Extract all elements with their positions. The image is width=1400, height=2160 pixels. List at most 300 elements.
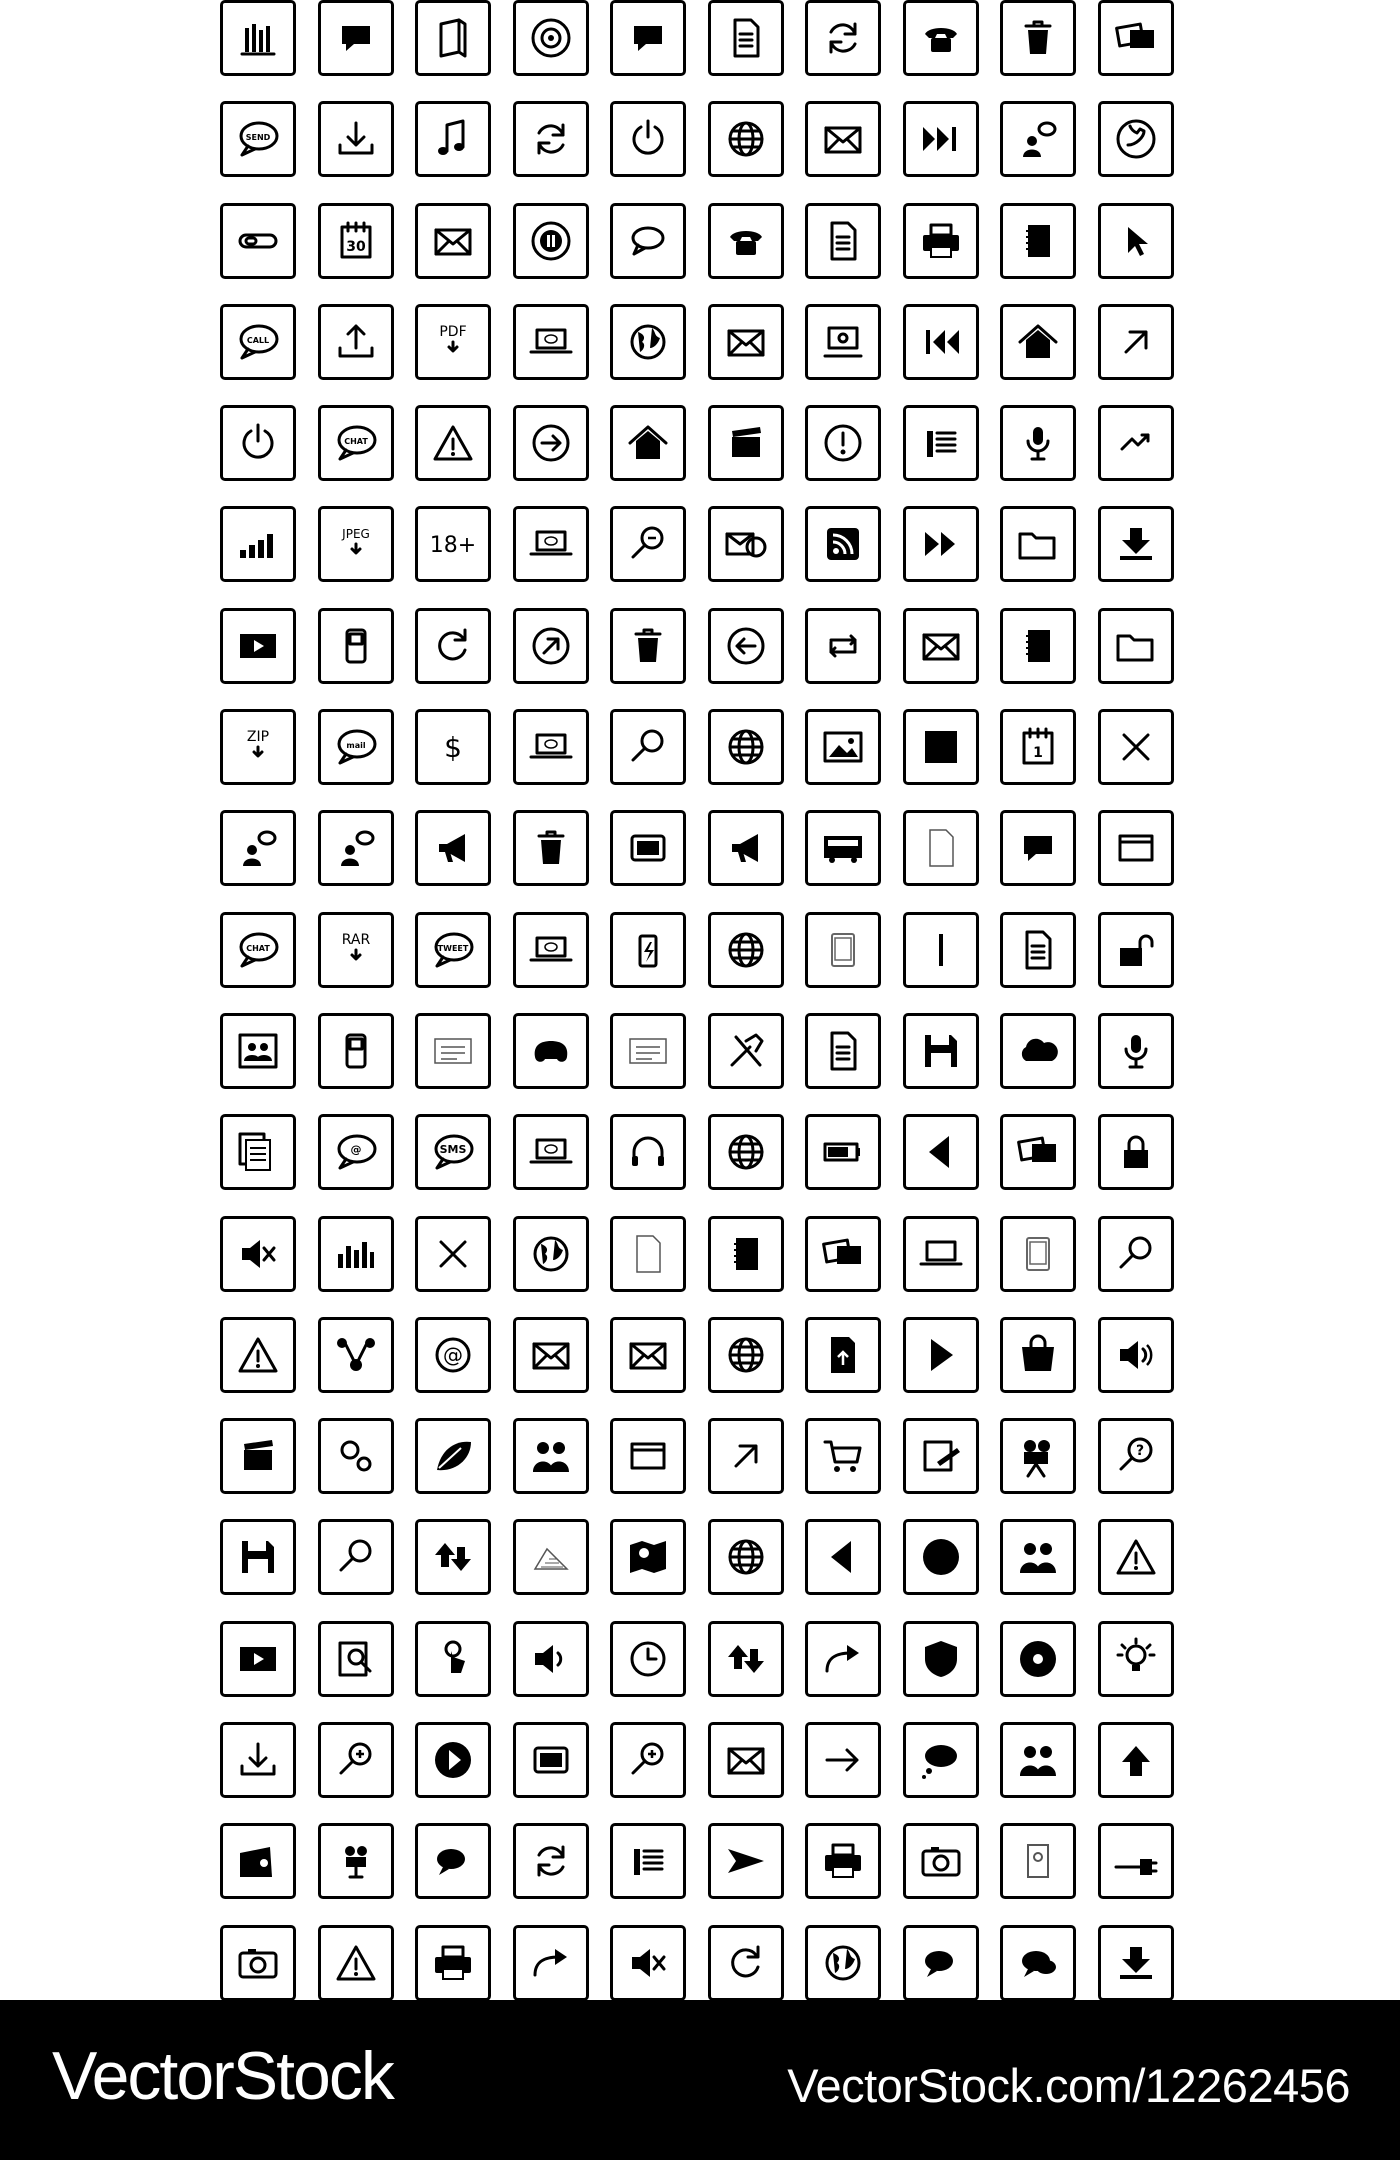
icon-tile[interactable]	[708, 203, 784, 279]
magnifier-minus-icon	[624, 520, 672, 568]
icon-tile[interactable]	[415, 709, 491, 785]
icon-tile[interactable]	[318, 1823, 394, 1899]
icon-tile[interactable]	[1000, 101, 1076, 177]
icon-tile[interactable]	[415, 506, 491, 582]
reload-icon	[722, 1939, 770, 1987]
icon-tile[interactable]	[513, 405, 589, 481]
pdf-download-icon	[429, 318, 477, 366]
icon-tile[interactable]	[220, 405, 296, 481]
icon-tile[interactable]	[610, 1317, 686, 1393]
cursor-icon	[1112, 217, 1160, 265]
icon-tile[interactable]	[708, 1013, 784, 1089]
icon-tile[interactable]	[318, 1013, 394, 1089]
icon-tile[interactable]	[318, 1621, 394, 1697]
icon-tile[interactable]	[220, 1317, 296, 1393]
warning-icon	[1112, 1533, 1160, 1581]
svg-text:mail: mail	[345, 741, 366, 751]
help-search-icon	[1112, 1432, 1160, 1480]
unlock-icon	[1112, 926, 1160, 974]
icon-tile[interactable]	[1098, 304, 1174, 380]
icon-tile[interactable]	[708, 912, 784, 988]
icon-tile[interactable]	[1000, 1317, 1076, 1393]
icon-tile[interactable]	[415, 1722, 491, 1798]
icon-tile[interactable]	[708, 1823, 784, 1899]
card-icon	[624, 1027, 672, 1075]
icon-tile[interactable]	[220, 1925, 296, 2001]
envelope-open-icon	[429, 217, 477, 265]
floppy-icon	[917, 1027, 965, 1075]
icon-tile[interactable]	[1098, 203, 1174, 279]
document-icon	[819, 217, 867, 265]
icon-tile[interactable]	[513, 1823, 589, 1899]
icon-tile[interactable]	[610, 1216, 686, 1292]
icon-tile[interactable]	[220, 810, 296, 886]
icon-tile[interactable]	[805, 101, 881, 177]
icon-tile[interactable]	[903, 203, 979, 279]
blank-document-icon	[917, 824, 965, 872]
icon-tile[interactable]	[610, 203, 686, 279]
icon-tile[interactable]	[805, 1722, 881, 1798]
thought-bubble-icon	[917, 1736, 965, 1784]
icon-tile[interactable]	[708, 1925, 784, 2001]
phone-round-icon	[1112, 115, 1160, 163]
icon-tile[interactable]	[610, 1114, 686, 1190]
icon-tile[interactable]	[610, 1823, 686, 1899]
icon-tile[interactable]	[513, 1925, 589, 2001]
icon-tile[interactable]	[318, 709, 394, 785]
icon-tile[interactable]	[805, 1621, 881, 1697]
icon-tile[interactable]	[415, 1114, 491, 1190]
icon-tile[interactable]	[220, 1621, 296, 1697]
mail-bubble-icon	[332, 723, 380, 771]
book-icon	[429, 14, 477, 62]
equalizer-icon	[332, 1230, 380, 1278]
photos-icon	[1112, 14, 1160, 62]
icon-tile[interactable]	[903, 608, 979, 684]
download-arrow-icon	[1112, 1939, 1160, 1987]
toggle-switch-icon	[234, 217, 282, 265]
notebook-icon	[1014, 217, 1062, 265]
refresh-icon	[819, 14, 867, 62]
home-icon	[1014, 318, 1062, 366]
folder-open-icon	[1014, 520, 1062, 568]
cable-icon	[1112, 1837, 1160, 1885]
icon-tile[interactable]	[805, 0, 881, 76]
icon-tile[interactable]	[1098, 1317, 1174, 1393]
icon-tile[interactable]	[318, 1114, 394, 1190]
volume-low-icon	[527, 1635, 575, 1683]
transfer-icon	[722, 1635, 770, 1683]
icon-tile[interactable]	[318, 405, 394, 481]
icon-tile[interactable]	[220, 506, 296, 582]
globe-icon	[722, 723, 770, 771]
icon-tile[interactable]	[903, 1519, 979, 1595]
icon-tile[interactable]	[513, 101, 589, 177]
mail-globe-icon	[722, 520, 770, 568]
icon-tile[interactable]	[903, 1114, 979, 1190]
svg-text:?: ?	[1135, 1443, 1144, 1460]
pause-circle-icon	[527, 217, 575, 265]
icon-tile[interactable]	[903, 1317, 979, 1393]
trash-icon	[527, 824, 575, 872]
icon-tile[interactable]	[708, 1621, 784, 1697]
icon-tile[interactable]	[610, 405, 686, 481]
icon-tile[interactable]	[1098, 1216, 1174, 1292]
icon-tile[interactable]	[1098, 1925, 1174, 2001]
icon-tile[interactable]	[805, 1418, 881, 1494]
icon-tile[interactable]	[220, 1418, 296, 1494]
icon-tile[interactable]	[903, 304, 979, 380]
folder-icon	[1112, 622, 1160, 670]
earth-icon	[527, 1230, 575, 1278]
icon-tile[interactable]	[610, 810, 686, 886]
icon-tile[interactable]	[415, 1317, 491, 1393]
icon-tile[interactable]	[708, 608, 784, 684]
icon-tile[interactable]	[805, 810, 881, 886]
icon-tile[interactable]	[903, 101, 979, 177]
circle-icon	[917, 1533, 965, 1581]
icon-tile[interactable]	[1000, 1216, 1076, 1292]
globe-icon	[722, 1533, 770, 1581]
photos-icon	[1014, 1128, 1062, 1176]
icon-tile[interactable]	[513, 1418, 589, 1494]
mute-icon	[234, 1230, 282, 1278]
icon-tile[interactable]	[318, 101, 394, 177]
icon-tile[interactable]	[415, 405, 491, 481]
icon-tile[interactable]	[1000, 1013, 1076, 1089]
icon-tile[interactable]	[415, 203, 491, 279]
icon-tile[interactable]	[220, 1722, 296, 1798]
earth-icon	[624, 318, 672, 366]
icon-tile[interactable]	[1098, 506, 1174, 582]
icon-tile[interactable]	[903, 1823, 979, 1899]
icon-tile[interactable]	[220, 1114, 296, 1190]
svg-text:PDF: PDF	[439, 323, 467, 340]
tablet-icon	[1014, 1230, 1062, 1278]
icon-tile[interactable]	[610, 1722, 686, 1798]
icon-tile[interactable]	[1098, 1519, 1174, 1595]
icon-tile[interactable]	[220, 1823, 296, 1899]
icon-tile[interactable]	[1098, 1013, 1174, 1089]
icon-tile[interactable]	[513, 1722, 589, 1798]
icon-tile[interactable]	[903, 1925, 979, 2001]
icon-tile[interactable]	[1000, 608, 1076, 684]
icon-tile[interactable]	[1000, 405, 1076, 481]
icon-tile[interactable]	[318, 1519, 394, 1595]
refresh-icon	[527, 1837, 575, 1885]
icon-tile[interactable]	[415, 912, 491, 988]
icon-tile[interactable]	[220, 912, 296, 988]
icon-tile[interactable]	[1098, 1418, 1174, 1494]
blank-document-icon	[624, 1230, 672, 1278]
icon-tile[interactable]	[513, 608, 589, 684]
calendar-1-icon	[1014, 723, 1062, 771]
icon-tile[interactable]	[415, 608, 491, 684]
icon-tile[interactable]	[708, 1519, 784, 1595]
icon-tile[interactable]	[513, 709, 589, 785]
cart-icon	[819, 1432, 867, 1480]
icon-tile[interactable]	[220, 1013, 296, 1089]
icon-tile[interactable]	[415, 1216, 491, 1292]
icon-tile[interactable]	[318, 1722, 394, 1798]
icon-tile[interactable]	[903, 1013, 979, 1089]
icon-tile[interactable]	[513, 506, 589, 582]
icon-tile[interactable]	[1098, 1722, 1174, 1798]
icon-tile[interactable]	[1000, 1823, 1076, 1899]
icon-tile[interactable]	[708, 101, 784, 177]
icon-tile[interactable]	[903, 1621, 979, 1697]
group-icon	[527, 1432, 575, 1480]
tweet-bubble-icon	[429, 926, 477, 974]
icon-tile[interactable]	[1000, 203, 1076, 279]
monitor-email-icon	[819, 318, 867, 366]
icon-tile[interactable]	[415, 1823, 491, 1899]
icon-tile[interactable]	[805, 1216, 881, 1292]
icon-tile[interactable]	[805, 1317, 881, 1393]
gradient-icon	[527, 1533, 575, 1581]
icon-tile[interactable]	[220, 1216, 296, 1292]
icon-tile[interactable]	[610, 608, 686, 684]
icon-tile[interactable]	[415, 0, 491, 76]
user-wifi-icon	[234, 824, 282, 872]
icon-tile[interactable]	[805, 1519, 881, 1595]
icon-tile[interactable]	[903, 912, 979, 988]
icon-tile[interactable]	[513, 1621, 589, 1697]
icon-tile[interactable]	[903, 405, 979, 481]
chat-bubble-icon	[234, 926, 282, 974]
icon-tile[interactable]	[805, 1013, 881, 1089]
icon-tile[interactable]	[1000, 1519, 1076, 1595]
icon-tile[interactable]	[1000, 1418, 1076, 1494]
icon-tile[interactable]	[318, 304, 394, 380]
bulb-icon	[1112, 1635, 1160, 1683]
icon-tile[interactable]	[318, 912, 394, 988]
icon-tile[interactable]	[220, 304, 296, 380]
icon-tile[interactable]	[708, 1418, 784, 1494]
icon-tile[interactable]	[513, 1114, 589, 1190]
notebook-icon	[1014, 622, 1062, 670]
at-circle-icon	[429, 1331, 477, 1379]
icon-tile[interactable]	[1098, 1621, 1174, 1697]
icon-tile[interactable]	[513, 1317, 589, 1393]
headphones-icon	[624, 1128, 672, 1176]
icon-tile[interactable]	[513, 1216, 589, 1292]
laptop-chat-icon	[527, 520, 575, 568]
sms-bubble-icon	[429, 1128, 477, 1176]
dollar-icon	[429, 723, 477, 771]
warning-small-icon	[332, 1939, 380, 1987]
icon-tile[interactable]	[610, 912, 686, 988]
icon-tile[interactable]	[220, 608, 296, 684]
svg-text:SEND: SEND	[245, 133, 271, 143]
icon-tile[interactable]	[1098, 608, 1174, 684]
icon-tile[interactable]	[415, 1013, 491, 1089]
movie-camera-icon	[1014, 1432, 1062, 1480]
icon-tile[interactable]	[1000, 1925, 1076, 2001]
svg-text:CHAT: CHAT	[343, 437, 368, 447]
icon-tile[interactable]	[220, 203, 296, 279]
fast-forward-end-icon	[917, 115, 965, 163]
film-strip-icon	[234, 1635, 282, 1683]
zoom-out-icon	[332, 1533, 380, 1581]
icon-tile[interactable]	[708, 1722, 784, 1798]
icon-tile[interactable]	[318, 1418, 394, 1494]
svg-text:CHAT: CHAT	[246, 943, 270, 953]
svg-text:18+: 18+	[429, 533, 477, 559]
icon-tile[interactable]	[1000, 810, 1076, 886]
icon-tile[interactable]	[415, 1621, 491, 1697]
icon-tile[interactable]	[903, 506, 979, 582]
send-bubble-icon	[234, 115, 282, 163]
icon-tile[interactable]	[318, 203, 394, 279]
icon-tile[interactable]	[415, 1418, 491, 1494]
icon-tile[interactable]	[1000, 912, 1076, 988]
icon-tile[interactable]	[318, 810, 394, 886]
icon-tile[interactable]	[805, 405, 881, 481]
icon-tile[interactable]	[415, 304, 491, 380]
wallet-icon	[234, 1837, 282, 1885]
home-icon	[624, 419, 672, 467]
icon-tile[interactable]	[318, 0, 394, 76]
icon-tile[interactable]	[903, 709, 979, 785]
icon-tile[interactable]	[903, 810, 979, 886]
icon-tile[interactable]	[1098, 405, 1174, 481]
icon-tile[interactable]	[708, 1114, 784, 1190]
icon-tile[interactable]	[318, 1216, 394, 1292]
zip-download-icon	[234, 723, 282, 771]
svg-text:1: 1	[1033, 745, 1043, 762]
chart-bars-icon	[234, 14, 282, 62]
icon-tile[interactable]	[513, 810, 589, 886]
icon-tile[interactable]	[415, 810, 491, 886]
svg-text:$: $	[444, 731, 462, 765]
icon-tile[interactable]	[805, 709, 881, 785]
globe-sync-icon	[722, 115, 770, 163]
map-icon	[624, 1533, 672, 1581]
icon-tile[interactable]	[610, 506, 686, 582]
users-icon	[1014, 1533, 1062, 1581]
icon-tile[interactable]	[708, 304, 784, 380]
icon-tile[interactable]	[708, 1216, 784, 1292]
icon-tile[interactable]	[610, 101, 686, 177]
icon-tile[interactable]	[1000, 304, 1076, 380]
icon-tile[interactable]	[610, 1013, 686, 1089]
icon-tile[interactable]	[513, 1519, 589, 1595]
icon-tile[interactable]	[1098, 1114, 1174, 1190]
photos-icon	[819, 1230, 867, 1278]
icon-tile[interactable]	[903, 1216, 979, 1292]
icon-tile[interactable]	[415, 101, 491, 177]
icon-tile[interactable]	[1000, 1722, 1076, 1798]
icon-tile[interactable]	[708, 1317, 784, 1393]
icon-tile[interactable]	[610, 0, 686, 76]
icon-tile[interactable]	[513, 0, 589, 76]
mobile-signal-icon	[332, 1027, 380, 1075]
icon-tile[interactable]	[1098, 101, 1174, 177]
signal-bars-icon	[234, 520, 282, 568]
icon-tile[interactable]	[1000, 1621, 1076, 1697]
icon-tile[interactable]	[805, 1823, 881, 1899]
arrow-circle-left-icon	[722, 622, 770, 670]
send-icon	[722, 1837, 770, 1885]
icon-tile[interactable]	[610, 709, 686, 785]
icon-tile[interactable]	[220, 1519, 296, 1595]
icon-tile[interactable]	[1098, 810, 1174, 886]
comment-icon	[1014, 824, 1062, 872]
icon-tile[interactable]	[1000, 506, 1076, 582]
icon-tile[interactable]	[610, 1519, 686, 1595]
icon-tile[interactable]	[805, 1114, 881, 1190]
icon-tile[interactable]	[805, 203, 881, 279]
icon-tile[interactable]	[610, 1418, 686, 1494]
gamepad-icon	[527, 1027, 575, 1075]
icon-tile[interactable]	[903, 0, 979, 76]
icon-tile[interactable]	[805, 304, 881, 380]
transfer-icon	[429, 1533, 477, 1581]
icon-tile[interactable]	[610, 304, 686, 380]
icon-tile[interactable]	[1098, 709, 1174, 785]
arrow-circle-upright-icon	[527, 622, 575, 670]
icon-tile[interactable]	[318, 1317, 394, 1393]
icon-tile[interactable]	[903, 1722, 979, 1798]
icon-tile[interactable]	[318, 608, 394, 684]
icon-tile[interactable]	[220, 101, 296, 177]
icon-tile[interactable]	[805, 608, 881, 684]
icon-tile[interactable]	[610, 1925, 686, 2001]
close-icon	[429, 1230, 477, 1278]
svg-text:@: @	[350, 1143, 361, 1157]
icon-tile[interactable]	[513, 304, 589, 380]
icon-tile[interactable]	[1000, 709, 1076, 785]
icon-tile[interactable]	[1098, 0, 1174, 76]
search-document-icon	[332, 1635, 380, 1683]
icon-tile[interactable]	[415, 1925, 491, 2001]
icon-tile[interactable]	[805, 506, 881, 582]
icon-tile[interactable]	[708, 405, 784, 481]
icon-tile[interactable]	[415, 1519, 491, 1595]
icon-tile[interactable]	[903, 1418, 979, 1494]
icon-tile[interactable]	[1000, 1114, 1076, 1190]
icon-tile[interactable]	[1000, 0, 1076, 76]
rewind-start-icon	[917, 318, 965, 366]
icon-tile[interactable]	[513, 912, 589, 988]
icon-tile[interactable]	[1098, 1823, 1174, 1899]
edit-icon	[917, 1432, 965, 1480]
icon-tile[interactable]	[708, 709, 784, 785]
icon-tile[interactable]	[1098, 912, 1174, 988]
touch-icon	[429, 1635, 477, 1683]
tv-icon	[527, 1736, 575, 1784]
icon-tile[interactable]	[708, 810, 784, 886]
laptop-icon	[917, 1230, 965, 1278]
bus-icon	[819, 824, 867, 872]
globe-icon	[722, 1331, 770, 1379]
icon-tile[interactable]	[220, 0, 296, 76]
icon-tile[interactable]	[513, 1013, 589, 1089]
icon-tile[interactable]	[318, 506, 394, 582]
icon-tile[interactable]	[513, 203, 589, 279]
icon-tile[interactable]	[220, 709, 296, 785]
icon-tile[interactable]	[805, 1925, 881, 2001]
icon-tile[interactable]	[708, 0, 784, 76]
community-icon	[1014, 1736, 1062, 1784]
envelope-search-icon	[722, 318, 770, 366]
icon-tile[interactable]	[318, 1925, 394, 2001]
icon-tile[interactable]	[708, 506, 784, 582]
camera-icon	[917, 1837, 965, 1885]
icon-tile[interactable]	[805, 912, 881, 988]
icon-tile[interactable]	[610, 1621, 686, 1697]
